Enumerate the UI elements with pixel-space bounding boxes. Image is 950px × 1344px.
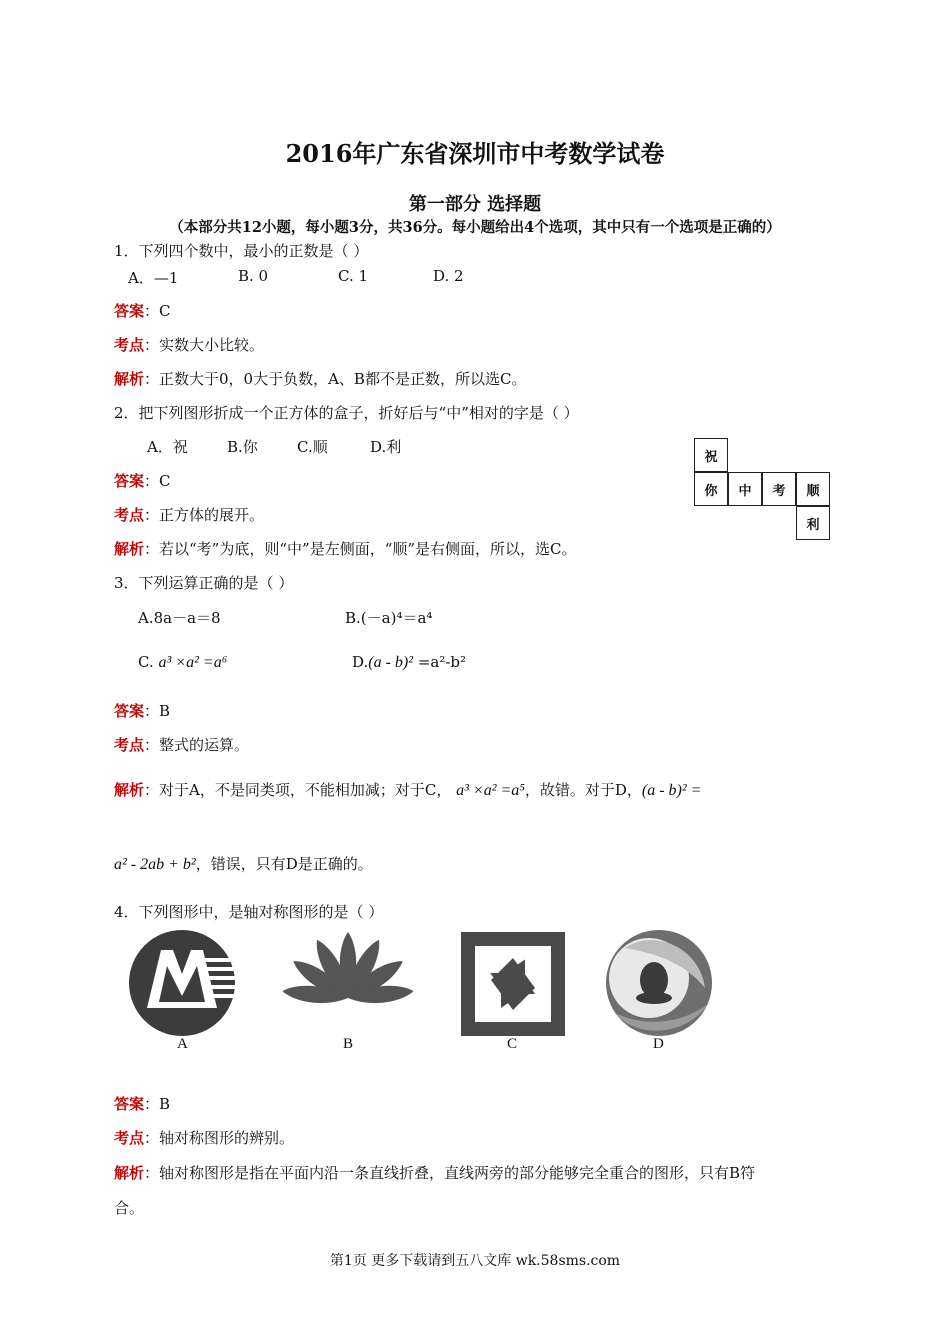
q2-point-value: ：正方体的展开。 — [144, 506, 265, 524]
q3-analysis-b: ，故错。对于D， — [524, 781, 642, 799]
net-cell-li: 利 — [796, 506, 830, 540]
q4-analysis — [114, 1162, 755, 1183]
logo-c-label: C — [507, 1036, 518, 1052]
logo-c-image — [461, 932, 565, 1036]
q1-answer-value: ：C — [144, 302, 171, 320]
q3-analysis-formula-3: a² - 2ab + b² — [114, 856, 196, 873]
logo-a-image — [129, 930, 239, 1036]
q3-option-c-label: C. — [138, 653, 154, 671]
logo-a-label: A — [177, 1036, 188, 1052]
answer-label: 答案 — [114, 472, 145, 490]
net-cell-zhu: 祝 — [694, 438, 728, 472]
q4-point — [114, 1127, 294, 1148]
q4-analysis-1: ：轴对称图形是指在平面内沿一条直线折叠，直线两旁的部分能够完全重合的图形，只有B符 — [144, 1164, 756, 1182]
section-note: （本部分共12小题，每小题3分，共36分。每小题给出4个选项，其中只有一个选项是正确的） — [169, 219, 781, 236]
q4-analysis-line2: 合。 — [114, 1199, 145, 1217]
q3-option-d — [352, 653, 466, 672]
analysis-label: 解析 — [114, 781, 145, 799]
q3-stem: 3．下列运算正确的是（ ） — [114, 574, 294, 592]
analysis-label: 解析 — [114, 540, 145, 558]
point-label: 考点 — [114, 1129, 145, 1147]
q2-analysis — [114, 538, 577, 559]
q3-option-b: B.(－a)⁴＝a⁴ — [345, 609, 433, 627]
q3-analysis-formula-1: a³ ×a² =a⁵ — [456, 782, 525, 799]
q3-analysis-c: ，错误，只有D是正确的。 — [195, 855, 373, 873]
q4-answer-value: ：B — [144, 1095, 171, 1113]
q1-analysis-value: ：正数大于0，0大于负数，A、B都不是正数，所以选C。 — [144, 370, 527, 388]
logo-b-image — [281, 932, 414, 1006]
q2-option-d: D.利 — [370, 438, 402, 456]
q3-point-value: ：整式的运算。 — [144, 736, 250, 754]
q2-stem: 2．把下列图形折成一个正方体的盒子，折好后与“中”相对的字是（ ） — [114, 404, 579, 422]
q2-analysis-value: ：若以“考”为底，则“中”是左侧面，“顺”是右侧面，所以，选C。 — [144, 540, 577, 558]
point-label: 考点 — [114, 736, 145, 754]
net-cell-shun: 顺 — [796, 472, 830, 506]
point-label: 考点 — [114, 336, 145, 354]
q1-option-d: D. 2 — [433, 267, 464, 285]
page-footer: 第1页 更多下载请到五八文库 wk.58sms.com — [329, 1253, 621, 1269]
q3-analysis-a: ：对于A，不是同类项，不能相加减；对于C， — [144, 781, 452, 799]
analysis-label: 解析 — [114, 1164, 145, 1182]
q1-option-a: A．—1 — [128, 269, 179, 287]
q4-stem: 4．下列图形中，是轴对称图形的是（ ） — [114, 903, 384, 921]
logo-d-label: D — [653, 1036, 664, 1052]
q1-point-value: ：实数大小比较。 — [144, 336, 265, 354]
analysis-label: 解析 — [114, 370, 145, 388]
q1-stem: 1．下列四个数中，最小的正数是（ ） — [114, 242, 369, 260]
net-cell-ni: 你 — [694, 472, 728, 506]
q4-answer — [114, 1093, 170, 1114]
q2-answer-value: ：C — [144, 472, 171, 490]
q2-option-b: B.你 — [227, 438, 258, 456]
q3-analysis-line2 — [114, 853, 373, 874]
q2-answer — [114, 470, 171, 491]
q3-analysis — [114, 779, 701, 800]
answer-label: 答案 — [114, 702, 145, 720]
q1-option-c: C. 1 — [338, 267, 369, 285]
q3-analysis-formula-2: (a - b)² = — [641, 782, 702, 799]
q3-option-d-label: D. — [352, 653, 369, 671]
net-cell-zhong: 中 — [728, 472, 762, 506]
logo-d-image — [606, 930, 712, 1036]
q2-option-a: A．祝 — [147, 438, 188, 456]
page-title: 2016年广东省深圳市中考数学试卷 — [285, 139, 665, 168]
q1-analysis — [114, 368, 526, 389]
q4-point-value: ：轴对称图形的辨别。 — [144, 1129, 295, 1147]
q1-option-b: B. 0 — [238, 267, 269, 285]
q2-point — [114, 504, 264, 525]
answer-label: 答案 — [114, 1095, 145, 1113]
net-cell-kao: 考 — [762, 472, 796, 506]
q3-point — [114, 734, 249, 755]
point-label: 考点 — [114, 506, 145, 524]
q3-answer — [114, 700, 170, 721]
section-heading: 第一部分 选择题 — [408, 194, 542, 215]
q3-answer-value: ：B — [144, 702, 171, 720]
logo-b-label: B — [343, 1036, 354, 1052]
q3-option-d-rest: =a²-b² — [413, 653, 467, 671]
q3-option-a: A.8a－a＝8 — [138, 609, 221, 627]
q3-option-c-formula: a³ ×a² =a⁶ — [158, 654, 228, 671]
q2-option-c: C.顺 — [297, 438, 328, 456]
q3-option-c — [138, 653, 227, 672]
answer-label: 答案 — [114, 302, 145, 320]
q1-answer — [114, 300, 171, 321]
q3-option-d-formula: (a - b)² — [368, 654, 414, 671]
logo-figures — [125, 928, 725, 1056]
q1-point — [114, 334, 264, 355]
